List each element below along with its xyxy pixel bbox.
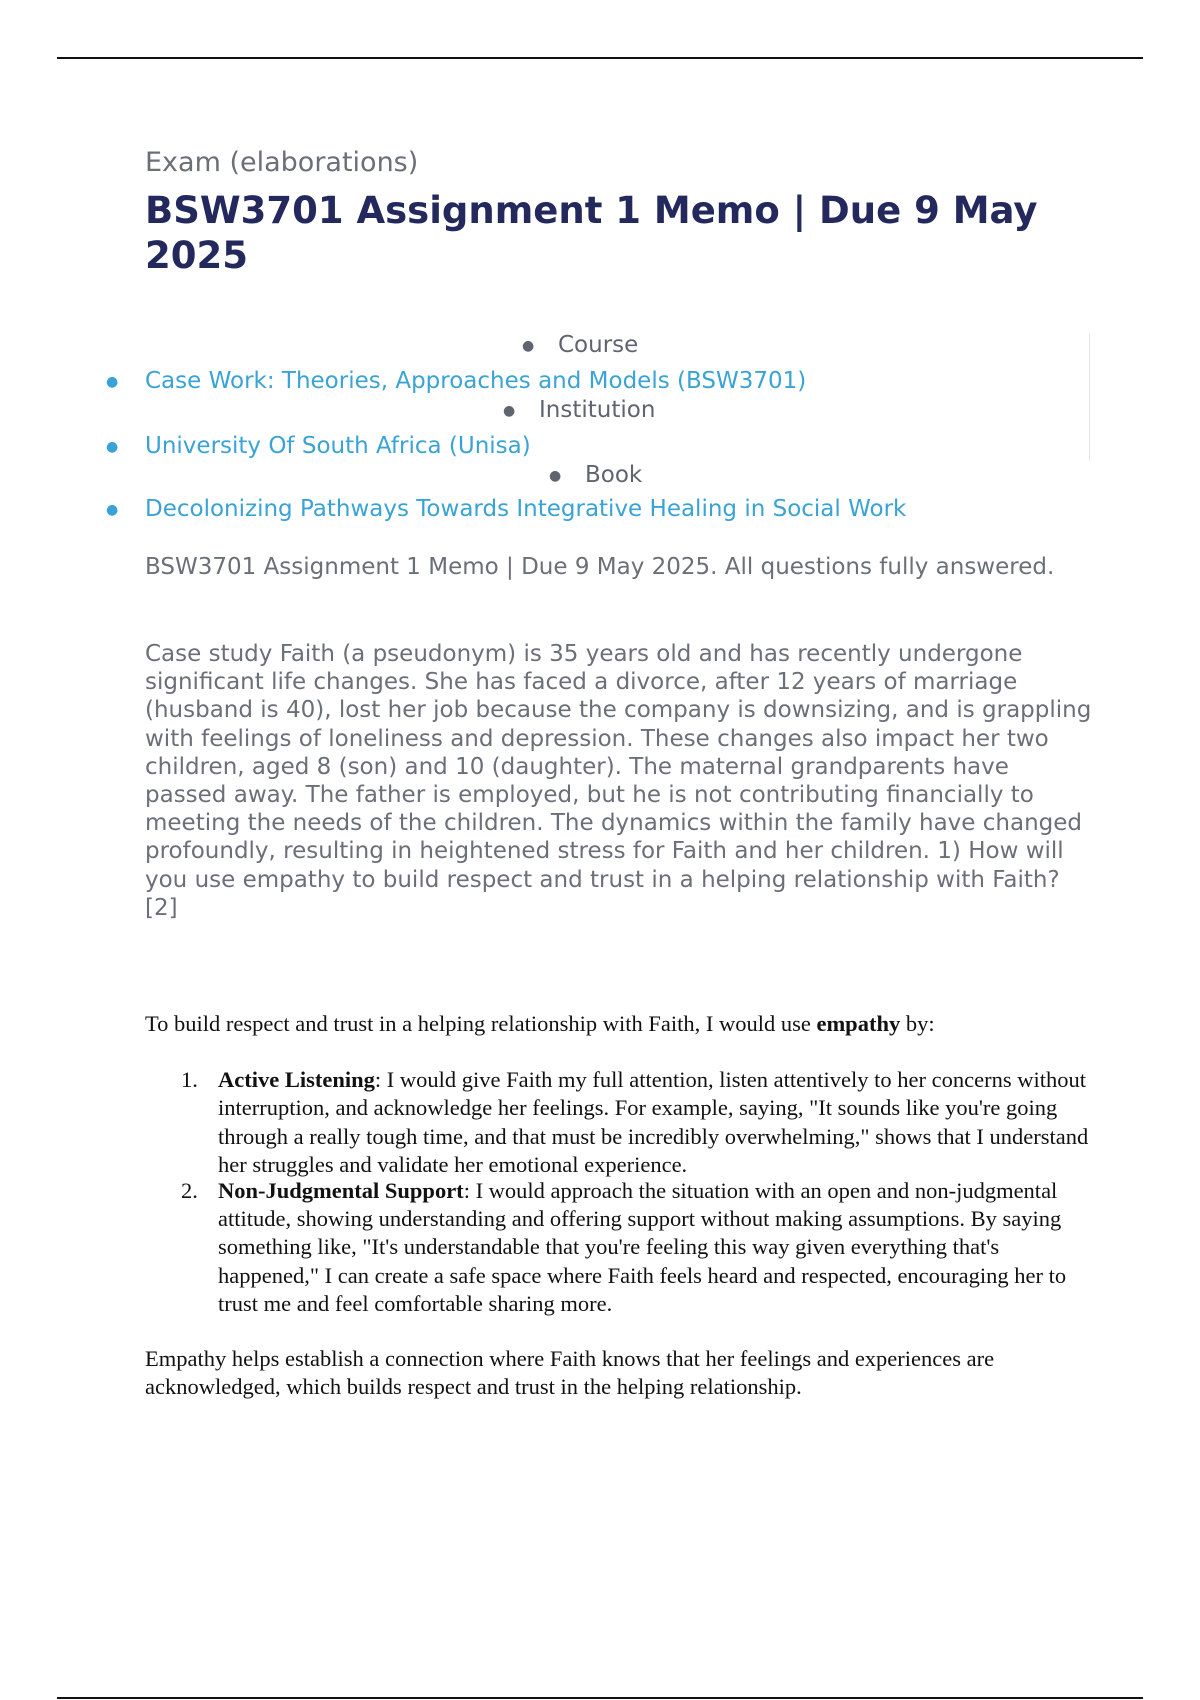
bullet-icon: ● [503, 402, 516, 419]
answer-conclusion: Empathy helps establish a connection where Faith knows that her feelings and experiences are acknowledged, which builds respect and trust in the helping relationship. [145, 1346, 995, 1400]
course-link-text: Case Work: Theories, Approaches and Models (BSW3701) [145, 368, 807, 394]
book-label-item [549, 461, 642, 490]
bullet-icon: ● [106, 438, 119, 455]
answer-intro-keyword: empathy [816, 1011, 901, 1036]
course-link[interactable] [106, 367, 806, 396]
document-type: Exam (elaborations) [145, 147, 419, 178]
top-rule [57, 57, 1143, 59]
institution-link[interactable] [106, 432, 531, 461]
side-divider [1089, 333, 1090, 461]
bullet-icon: ● [106, 373, 119, 390]
list-item-term: Non-Judgmental Support [218, 1177, 464, 1203]
answer-intro-suffix: by: [900, 1011, 935, 1036]
course-label-item [522, 331, 638, 360]
answer-list [145, 1066, 1090, 1319]
bullet-icon: ● [522, 337, 535, 354]
list-item [145, 1177, 1090, 1319]
institution-label: Institution [539, 397, 656, 423]
book-link[interactable] [106, 495, 906, 524]
list-item-text: : I would give Faith my full attention, listen attentively to her concerns without interruption, and acknowledge her feelings. For example, saying, "It sounds like you're going through a really tough time, and that must be incredibly overwhelming," shows that I understand her struggles and validate her emotional experience. [218, 1067, 1089, 1178]
answer-intro-text: To build respect and trust in a helping relationship with Faith, I would use [145, 1011, 817, 1036]
list-item-term: Active Listening [218, 1067, 375, 1092]
bullet-icon: ● [106, 501, 119, 518]
list-item-number: 1. [181, 1067, 198, 1092]
book-label: Book [585, 462, 643, 488]
list-item-text: : I would approach the situation with an open and non-judgmental attitude, showing understanding and offering support without making assumptions. By saying something like, "It's understandable that you're feeling this way given everything that's happened," I can create a safe space where Faith feels heard and respected, encouraging her to trust me and feel comfortable sharing more. [218, 1177, 1067, 1317]
book-link-text: Decolonizing Pathways Towards Integrative Healing in Social Work [145, 496, 907, 522]
institution-label-item [503, 396, 655, 425]
page-title: BSW3701 Assignment 1 Memo | Due 9 May 2025 [145, 189, 1038, 277]
case-study-text: Case study Faith (a pseudonym) is 35 years old and has recently undergone significant life changes. She has faced a divorce, after 12 years of marriage (husband is 40), lost her job because the company is downsizing, and is grappling with feelings of loneliness and depression. These changes also impact her two children, aged 8 (son) and 10 (daughter). The maternal grandparents have passed away. The father is employed, but he is not contributing financially to meeting the needs of the children. The dynamics within the family have changed profoundly, resulting in heightened stress for Faith and her children. 1) How will you use empathy to build respect and trust in a helping relationship with Faith? [2] [145, 641, 1092, 921]
answer-intro [145, 1010, 935, 1038]
document-summary: BSW3701 Assignment 1 Memo | Due 9 May 2025. All questions fully answered. [145, 554, 1055, 580]
list-item-number: 2. [181, 1177, 198, 1203]
institution-link-text: University Of South Africa (Unisa) [145, 433, 531, 459]
bullet-icon: ● [549, 467, 562, 484]
list-item [145, 1066, 1090, 1180]
course-label: Course [558, 332, 639, 358]
bottom-rule [57, 1697, 1143, 1699]
